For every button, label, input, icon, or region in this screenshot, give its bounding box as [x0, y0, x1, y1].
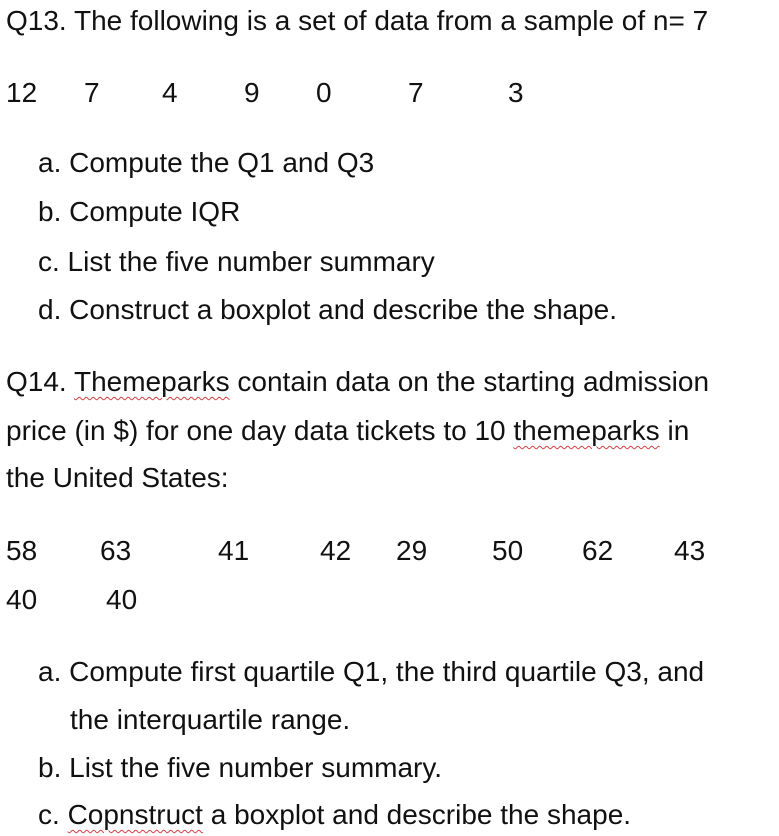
q13-item-b: b. Compute IQR: [38, 196, 241, 227]
q14-data-value: 43: [674, 535, 706, 566]
q14-item-c-rest: a boxplot and describe the shape.: [202, 799, 632, 830]
q14-data-value: 42: [320, 535, 352, 566]
q14-data-value: 40: [106, 584, 138, 615]
q14-intro-line-3: the United States:: [6, 462, 229, 493]
q14-item-c-prefix: c.: [38, 799, 68, 830]
q13-data-value: 9: [244, 77, 260, 108]
q14-line1-rest: contain data on the starting admission: [229, 366, 710, 397]
q14-item-a-line-1: a. Compute first quartile Q1, the third quartile Q3, and: [38, 656, 705, 687]
q14-data-value: 40: [6, 584, 38, 615]
q14-data-value: 62: [582, 535, 614, 566]
q13-data-value: 4: [162, 77, 178, 108]
q14-data-value: 29: [396, 535, 428, 566]
q13-item-a: a. Compute the Q1 and Q3: [38, 147, 375, 178]
q13-data-value: 7: [84, 77, 100, 108]
spellcheck-word-themeparks-2: themeparks: [513, 415, 660, 446]
q13-heading: Q13. The following is a set of data from a sample of n= 7: [6, 5, 709, 36]
q14-line2-prefix: price (in $) for one day data tickets to 10: [6, 415, 514, 446]
q14-intro-line-2: [6, 414, 689, 448]
spellcheck-word-copnstruct: Copnstruct: [67, 799, 203, 830]
q13-item-d: d. Construct a boxplot and describe the shape.: [38, 294, 618, 325]
q14-item-c: [38, 798, 631, 832]
q13-data-value: 0: [316, 77, 332, 108]
q14-intro-line-1: [6, 365, 709, 399]
q14-prefix: Q14.: [6, 366, 74, 397]
q13-data-value: 12: [6, 77, 38, 108]
spellcheck-word-themeparks: Themeparks: [73, 366, 230, 397]
q14-line2-rest: in: [659, 415, 690, 446]
q13-data-value: 3: [508, 77, 524, 108]
q14-data-value: 50: [492, 535, 524, 566]
q14-data-value: 58: [6, 535, 38, 566]
q13-data-value: 7: [408, 77, 424, 108]
q13-item-c: c. List the five number summary: [38, 246, 435, 277]
q14-data-value: 63: [100, 535, 132, 566]
q14-item-b: b. List the five number summary.: [38, 752, 443, 783]
q14-data-value: 41: [218, 535, 250, 566]
q14-item-a-line-2: the interquartile range.: [70, 704, 351, 735]
